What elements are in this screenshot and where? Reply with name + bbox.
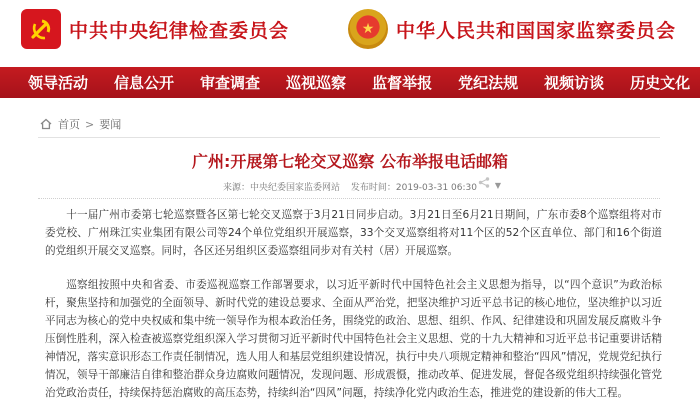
right-org-name: 中华人民共和国国家监察委员会: [396, 19, 677, 42]
main-nav: [0, 67, 700, 98]
nav-item-regulations[interactable]: 党纪法规: [458, 74, 519, 92]
home-icon[interactable]: [40, 118, 52, 130]
article-source: 来源：中央纪委国家监委网站: [223, 183, 341, 193]
right-org-logo[interactable]: [348, 9, 676, 49]
party-emblem-icon: [21, 9, 61, 49]
nav-item-leadership[interactable]: 领导活动: [28, 74, 89, 92]
breadcrumb: [40, 116, 121, 132]
article-meta: [0, 180, 700, 193]
meta-divider: [38, 198, 660, 199]
share-icon: [478, 177, 494, 191]
breadcrumb-home[interactable]: 首页: [58, 118, 80, 131]
article-published-time: 发布时间：2019-03-31 06:30: [350, 183, 477, 193]
caret-down-icon: ▼: [494, 181, 501, 190]
nav-item-report[interactable]: 监督举报: [372, 74, 433, 92]
article-paragraph: 十一届广州市委第七轮巡察暨各区第七轮交叉巡察于3月21日同步启动。3月21日至6月21日期间，广东市委8个巡察组将对市委党校、广州珠江实业集团有限公司等24个单位党组织开展巡察，33个交叉巡察组将对11个区的52个区直单位、部门和16个街道的党组织开展交叉巡察。同时，各区还另组织区委巡察组同步对有关村（居）开展巡察。: [45, 209, 662, 257]
article-body: [45, 206, 662, 410]
divider: [38, 137, 660, 138]
nav-item-video[interactable]: 视频访谈: [544, 74, 605, 92]
nav-item-inspection[interactable]: 巡视巡察: [286, 74, 347, 92]
national-emblem-icon: ★: [348, 9, 388, 49]
breadcrumb-current[interactable]: 要闻: [99, 118, 122, 131]
breadcrumb-separator: >: [85, 117, 95, 131]
nav-item-history[interactable]: 历史文化: [630, 74, 691, 92]
nav-item-investigation[interactable]: 审查调查: [200, 74, 261, 92]
article-paragraph: 巡察组按照中央和省委、市委巡视巡察工作部署要求，以习近平新时代中国特色社会主义思想为指导，以“四个意识”为政治标杆，聚焦坚持和加强党的全面领导、新时代党的建设总要求、全面从严治党，把坚决维护习近平总书记的核心地位，坚决维护以习近平同志为核心的党中央权威和集中统一领导作为根本政治任务，围绕党的政治、思想、组织、作风、纪律建设和巩固发展反腐败斗争压倒性胜利，深入检查被巡察党组织深入学习贯彻习近平新时代中国特色社会主义思想、党的十九大精神和习近平总书记重要讲话精神情况，落实意识形态工作责任制情况，选人用人和基层党组织建设情况，执行中央八项规定精神和整治“四风”情况，党规党纪执行情况，领导干部廉洁自律和整治群众身边腐败问题情况，发现问题、形成震慑，推动改革、促进发展，督促各级党组织持续强化管党治党政治责任，持续保持惩治腐败的高压态势，持续纠治“四风”问题，持续净化党内政治生态，推进党的建设新的伟大工程。: [45, 279, 662, 399]
site-header: [0, 0, 700, 67]
article-title: 广州:开展第七轮交叉巡察 公布举报电话邮箱: [192, 152, 508, 171]
left-org-logo[interactable]: [21, 9, 289, 49]
share-button[interactable]: [478, 177, 501, 191]
nav-item-info-disclosure[interactable]: 信息公开: [114, 74, 175, 92]
left-org-name: 中共中央纪律检查委员会: [69, 19, 290, 42]
